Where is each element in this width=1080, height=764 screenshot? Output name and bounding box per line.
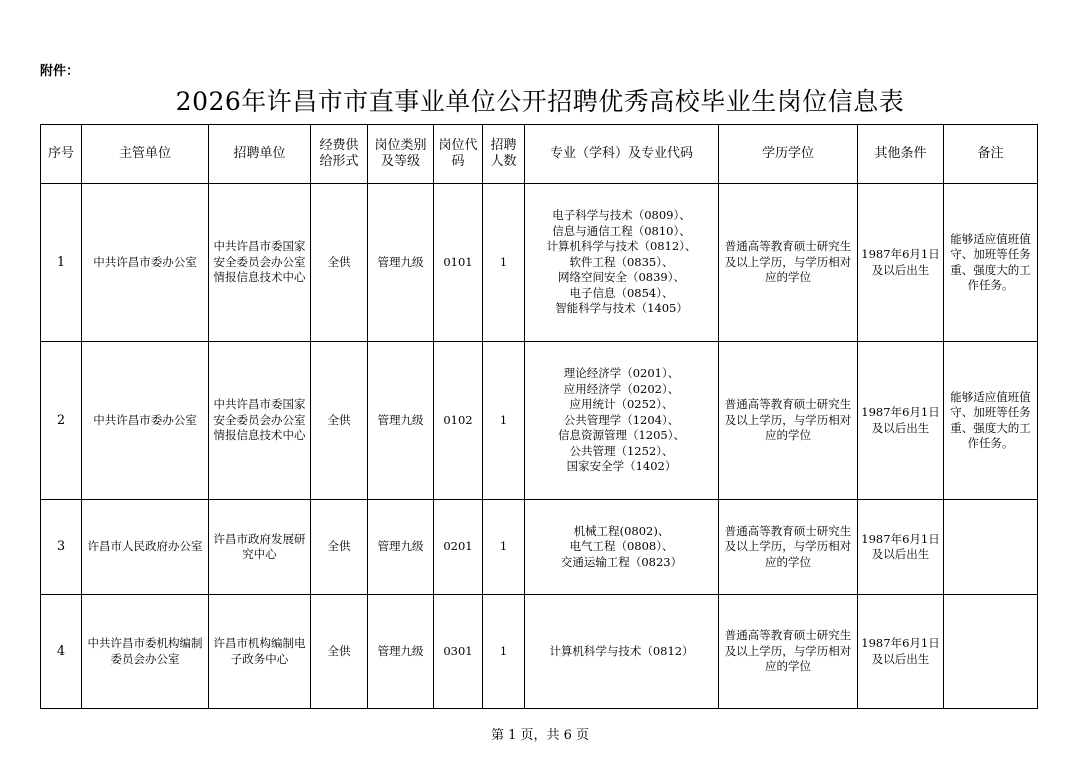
row-employer: 中共许昌市委国家安全委员会办公室情报信息技术中心	[209, 342, 311, 500]
row-majors	[525, 184, 719, 342]
row-remarks	[944, 500, 1038, 595]
major-item: 国家安全学（1402）	[566, 459, 677, 474]
row-employer: 中共许昌市委国家安全委员会办公室情报信息技术中心	[209, 184, 311, 342]
row-funding: 全供	[311, 184, 368, 342]
row-count: 1	[483, 184, 525, 342]
page-number: 第 1 页，共 6 页	[490, 728, 590, 743]
major-item: 信息与通信工程（0810）、	[552, 223, 691, 238]
row-count: 1	[483, 595, 525, 709]
major-item: 智能科学与技术（1405）	[555, 301, 688, 316]
row-remarks	[944, 595, 1038, 709]
major-item: 应用统计（0252）、	[569, 397, 674, 412]
major-item: 理论经济学（0201）、	[563, 366, 680, 381]
attachment-label: 附件：	[40, 64, 80, 79]
row-seq: 4	[41, 595, 82, 709]
row-majors	[525, 500, 719, 595]
row-majors	[525, 595, 719, 709]
row-remarks: 能够适应值班值守、加班等任务重、强度大的工作任务。	[944, 342, 1038, 500]
major-item: 网络空间安全（0839）、	[557, 270, 685, 285]
row-funding: 全供	[311, 595, 368, 709]
header-education: 学历学位	[719, 125, 858, 184]
header-major: 专业（学科）及专业代码	[525, 125, 719, 184]
header-supervisor: 主管单位	[82, 125, 209, 184]
row-other: 1987年6月1日及以后出生	[858, 184, 944, 342]
major-item: 计算机科学与技术（0812）、	[546, 239, 697, 254]
row-code: 0301	[434, 595, 483, 709]
row-seq: 2	[41, 342, 82, 500]
positions-table	[40, 124, 1038, 709]
row-count: 1	[483, 500, 525, 595]
table-row	[41, 500, 1038, 595]
row-employer: 许昌市机构编制电子政务中心	[209, 595, 311, 709]
major-item: 电子信息（0854）、	[569, 285, 674, 300]
header-code: 岗位代码	[434, 125, 483, 184]
row-category: 管理九级	[368, 184, 434, 342]
header-remarks: 备注	[944, 125, 1038, 184]
row-code: 0102	[434, 342, 483, 500]
row-other: 1987年6月1日及以后出生	[858, 342, 944, 500]
document-title: 2026年许昌市市直事业单位公开招聘优秀高校毕业生岗位信息表	[175, 87, 905, 116]
row-majors	[525, 342, 719, 500]
header-row	[41, 125, 1038, 184]
major-item: 应用经济学（0202）、	[563, 381, 680, 396]
header-seq: 序号	[41, 125, 82, 184]
table-row	[41, 184, 1038, 342]
row-funding: 全供	[311, 500, 368, 595]
row-other: 1987年6月1日及以后出生	[858, 595, 944, 709]
row-code: 0101	[434, 184, 483, 342]
row-category: 管理九级	[368, 595, 434, 709]
header-employer: 招聘单位	[209, 125, 311, 184]
row-education: 普通高等教育硕士研究生及以上学历，与学历相对应的学位	[719, 342, 858, 500]
row-funding: 全供	[311, 342, 368, 500]
row-supervisor: 中共许昌市委办公室	[82, 184, 209, 342]
major-item: 公共管理学（1204）、	[563, 412, 680, 427]
row-education: 普通高等教育硕士研究生及以上学历，与学历相对应的学位	[719, 595, 858, 709]
major-item: 计算机科学与技术（0812）	[549, 643, 694, 658]
row-code: 0201	[434, 500, 483, 595]
major-item: 公共管理（1252）、	[569, 443, 674, 458]
row-education: 普通高等教育硕士研究生及以上学历，与学历相对应的学位	[719, 500, 858, 595]
major-item: 电气工程（0808）、	[569, 539, 674, 554]
row-seq: 3	[41, 500, 82, 595]
row-seq: 1	[41, 184, 82, 342]
row-supervisor: 许昌市人民政府办公室	[82, 500, 209, 595]
row-supervisor: 中共许昌市委办公室	[82, 342, 209, 500]
major-item: 交通运输工程（0823）	[560, 554, 683, 569]
major-item: 电子科学与技术（0809）、	[552, 208, 691, 223]
header-count: 招聘人数	[483, 125, 525, 184]
header-category: 岗位类别及等级	[368, 125, 434, 184]
row-employer: 许昌市政府发展研究中心	[209, 500, 311, 595]
major-item: 软件工程（0835）、	[569, 254, 674, 269]
row-count: 1	[483, 342, 525, 500]
row-supervisor: 中共许昌市委机构编制委员会办公室	[82, 595, 209, 709]
row-category: 管理九级	[368, 342, 434, 500]
table-row	[41, 342, 1038, 500]
major-item: 信息资源管理（1205）、	[557, 428, 685, 443]
header-funding: 经费供给形式	[311, 125, 368, 184]
row-remarks: 能够适应值班值守、加班等任务重、强度大的工作任务。	[944, 184, 1038, 342]
major-item: 机械工程(0802)、	[573, 523, 670, 538]
row-category: 管理九级	[368, 500, 434, 595]
table-row	[41, 595, 1038, 709]
header-other: 其他条件	[858, 125, 944, 184]
row-education: 普通高等教育硕士研究生及以上学历，与学历相对应的学位	[719, 184, 858, 342]
row-other: 1987年6月1日及以后出生	[858, 500, 944, 595]
